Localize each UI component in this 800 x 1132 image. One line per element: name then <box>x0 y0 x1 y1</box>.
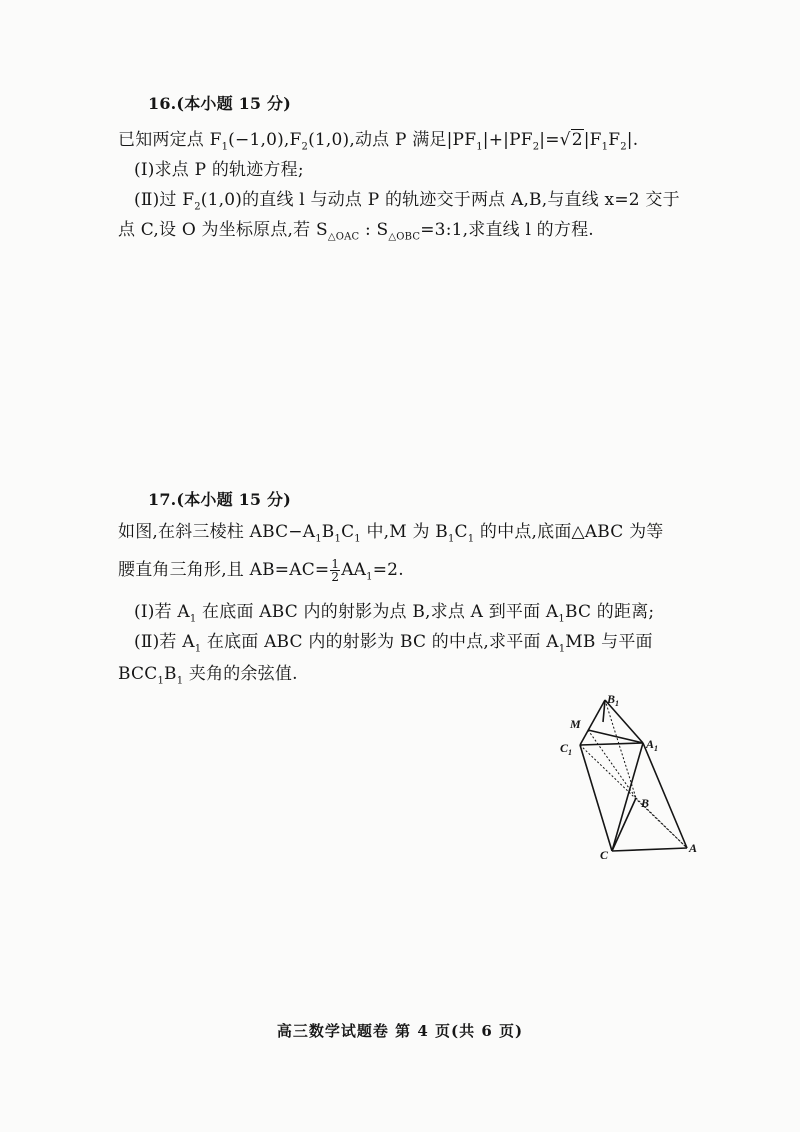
q17-part2-text: 夹角的余弦值. <box>183 664 298 684</box>
sqrt-radicand: 2 <box>571 130 583 150</box>
q16-stem-text: (−1,0),F <box>228 130 302 150</box>
subscript: △OBC <box>388 231 421 243</box>
q16-stem-text: |+|PF <box>482 130 533 150</box>
q17-stem-text: 中,M 为 B <box>360 522 448 542</box>
subscript: 1 <box>354 533 361 545</box>
edge-c-a <box>612 848 687 851</box>
q16-part2-line1 <box>134 188 680 219</box>
q17-part2-line1 <box>134 630 653 661</box>
q17-part1 <box>134 600 654 631</box>
q16-part2-line2 <box>118 218 594 249</box>
q17-stem-text: 的中点,底面△ABC 为等 <box>474 522 664 542</box>
edge-c1-b1 <box>580 700 605 745</box>
subscript: 1 <box>194 643 202 655</box>
label-b1: $B_1$ <box>607 692 620 708</box>
q16-stem <box>118 128 638 159</box>
q17-stem-line1 <box>118 520 664 551</box>
q17-part2-text: B <box>164 664 177 684</box>
q17-part2-line2 <box>118 662 298 693</box>
q17-stem-text: C <box>454 522 468 542</box>
q16-heading: 16.(本小题 15 分) <box>148 94 291 113</box>
subscript: 1 <box>447 533 455 545</box>
fraction-denominator: 2 <box>331 570 340 584</box>
sqrt-symbol: √ <box>559 130 571 150</box>
q16-stem-text: |= <box>539 130 560 150</box>
q17-stem-text: B <box>321 522 335 542</box>
label-c: C <box>600 848 609 862</box>
edge-b1-a1 <box>605 700 643 743</box>
q17-part2-text: (Ⅱ)若 A <box>134 632 195 652</box>
subscript: 1 <box>467 533 475 545</box>
q17-stem-text: AA <box>341 560 367 580</box>
subscript: 1 <box>558 643 566 655</box>
label-b: B <box>641 796 650 810</box>
subscript: 2 <box>620 141 627 153</box>
page-footer: 高三数学试题卷 第 4 页(共 6 页) <box>276 1022 524 1040</box>
subscript: 1 <box>315 533 322 545</box>
q16-part2-text: (1,0)的直线 l 与动点 P 的轨迹交于两点 A,B,与直线 x=2 交于 <box>200 190 680 210</box>
label-a1: $A_1$ <box>646 737 659 753</box>
q16-part1: (Ⅰ)求点 P 的轨迹方程; <box>134 160 304 180</box>
subscript: 2 <box>532 141 540 153</box>
edge-a1-a <box>643 743 687 848</box>
q17-heading: 17.(本小题 15 分) <box>148 490 291 509</box>
fraction-numerator: 1 <box>331 557 340 571</box>
edge-b-c <box>612 798 636 851</box>
subscript: 1 <box>176 675 184 687</box>
subscript: 1 <box>558 613 565 625</box>
q17-stem-text: =2. <box>372 560 404 580</box>
q16-part2-text: (Ⅱ)过 F <box>134 190 195 210</box>
edge-c1-c <box>580 745 612 851</box>
q16-part2-text: 点 C,设 O 为坐标原点,若 S <box>118 220 328 240</box>
q16-part2-text: =3:1,求直线 l 的方程. <box>420 220 594 240</box>
label-c1: $C_1$ <box>560 741 573 757</box>
subscript: 1 <box>476 141 483 153</box>
q17-part1-text: 在底面 ABC 内的射影为点 B,求点 A 到平面 A <box>196 602 559 622</box>
q16-stem-text: |. <box>626 130 639 150</box>
subscript: 1 <box>366 571 373 583</box>
q17-part2-text: MB 与平面 <box>565 632 653 652</box>
q17-part1-text: BC 的距离; <box>564 602 655 622</box>
q17-stem-text: 腰直角三角形,且 AB=AC= <box>118 560 330 580</box>
q16-stem-text: 已知两定点 F <box>118 130 222 150</box>
prism-figure <box>550 690 710 870</box>
subscript: 2 <box>301 141 309 153</box>
q17-part2-text: BCC <box>118 664 158 684</box>
label-a: A <box>689 841 698 855</box>
subscript: △OAC <box>327 231 360 243</box>
subscript: 1 <box>157 675 164 687</box>
subscript: 1 <box>189 613 197 625</box>
subscript: 1 <box>221 141 229 153</box>
edge-a1-c <box>612 743 643 851</box>
q16-stem-text: (1,0),动点 P 满足|PF <box>308 130 477 150</box>
edge-c1-a1 <box>580 743 643 745</box>
fraction-one-half <box>330 558 340 583</box>
q17-part1-text: (Ⅰ)若 A <box>134 602 190 622</box>
subscript: 1 <box>334 533 342 545</box>
q17-stem-text: 如图,在斜三棱柱 ABC−A <box>118 522 316 542</box>
q16-stem-text: |F <box>583 130 602 150</box>
q17-stem-text: C <box>341 522 355 542</box>
subscript: 1 <box>601 141 609 153</box>
subscript: 2 <box>194 201 201 213</box>
q17-stem-line2 <box>118 558 404 589</box>
label-m: M <box>570 717 581 731</box>
q16-stem-text: F <box>608 130 621 150</box>
q16-part2-text: : S <box>359 220 389 240</box>
q17-part2-text: 在底面 ABC 内的射影为 BC 的中点,求平面 A <box>201 632 559 652</box>
